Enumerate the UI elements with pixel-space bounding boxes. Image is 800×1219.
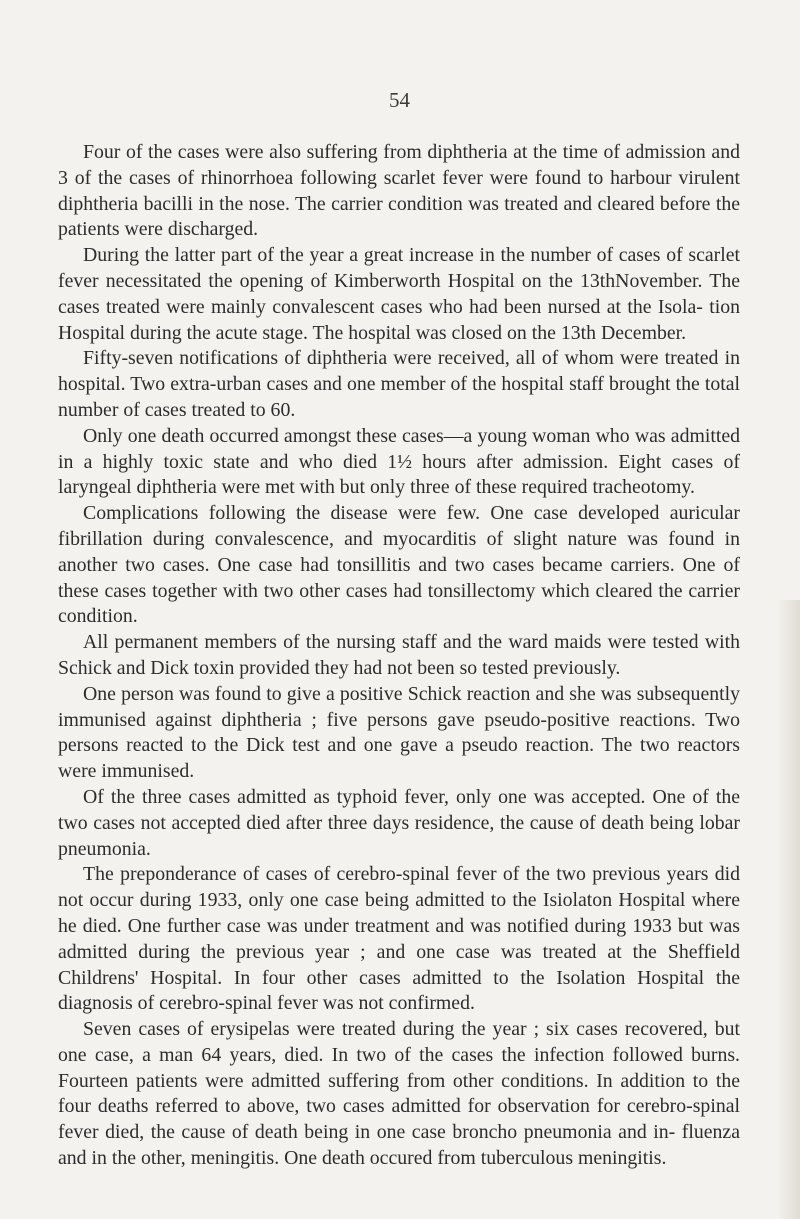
- paragraph-erysipelas: Seven cases of erysipelas were treated during the year ; six cases recovered, but one case, a man 64 years, died. In two of the cases the infection followed burns. Fourteen patients were admitted suffering from other conditions. In addition to the four deaths referred to above, two cases admitted for observation for cerebro-spinal fever died, the cause of death being in one case broncho pneumonia and in- fluenza and in the other, meningitis. One death occured from tuberculous meningitis.: [58, 1018, 740, 1170]
- paragraph-diphtheria-carriers: Four of the cases were also suffering from diphtheria at the time of admission and 3 of the cases of rhinorrhoea following scarlet fever were found to harbour virulent diphtheria bacilli in the nose. The carrier condition was treated and cleared before the patients were discharged.: [58, 141, 740, 241]
- paragraph-typhoid: Of the three cases admitted as typhoid fever, only one was accepted. One of the two cases not accepted died after three days residence, the cause of death being lobar pneumonia.: [58, 785, 740, 860]
- paragraph-cerebro-spinal: The preponderance of cases of cerebro-spinal fever of the two previous years did not occur during 1933, only one case being admitted to the Isiolaton Hospital where he died. One further case was under treatment and was notified during 1933 but was admitted during the previous year ; and one case was treated at the Sheffield Childrens' Hospital. In four other cases admitted to the Isolation Hospital the diagnosis of cerebro-spinal fever was not confirmed.: [58, 863, 740, 1015]
- paragraph-staff-testing: All permanent members of the nursing staff and the ward maids were tested with Schick and Dick toxin provided they had not been so tested previously.: [58, 631, 740, 679]
- page-edge-shadow: [778, 600, 800, 1219]
- page-number: 54: [389, 88, 410, 112]
- paragraph-schick-results: One person was found to give a positive Schick reaction and she was subsequently immunised against diphtheria ; five persons gave pseudo-positive reactions. Two persons reacted to the Dick test and one gave a pseudo reaction. The two reactors were immunised.: [58, 682, 740, 783]
- paragraph-complications: Complications following the disease were few. One case developed auricular fibrillation during convalescence, and myocarditis of slight nature was found in another two cases. One case had tonsillitis and two cases became carriers. One of these cases together with two other cases had tonsillectomy which cleared the carrier condition.: [58, 502, 740, 628]
- paragraph-kimberworth-hospital: During the latter part of the year a great increase in the number of cases of scarlet fever necessitated the opening of Kimberworth Hospital on the 13thNovember. The cases treated were mainly convalescent cases who had been nursed at the Isola- tion Hospital during the acute stage. The hospital was closed on the 13th December.: [58, 244, 740, 344]
- body-text: [58, 140, 740, 1172]
- paragraph-diphtheria-death: Only one death occurred amongst these cases—a young woman who was admitted in a highly toxic state and who died 1½ hours after admission. Eight cases of laryngeal diphtheria were met with but only three of these required tracheotomy.: [58, 424, 740, 499]
- paragraph-diphtheria-notifications: Fifty-seven notifications of diphtheria were received, all of whom were treated in hospital. Two extra-urban cases and one member of the hospital staff brought the total number of cases treated to 60.: [58, 347, 740, 421]
